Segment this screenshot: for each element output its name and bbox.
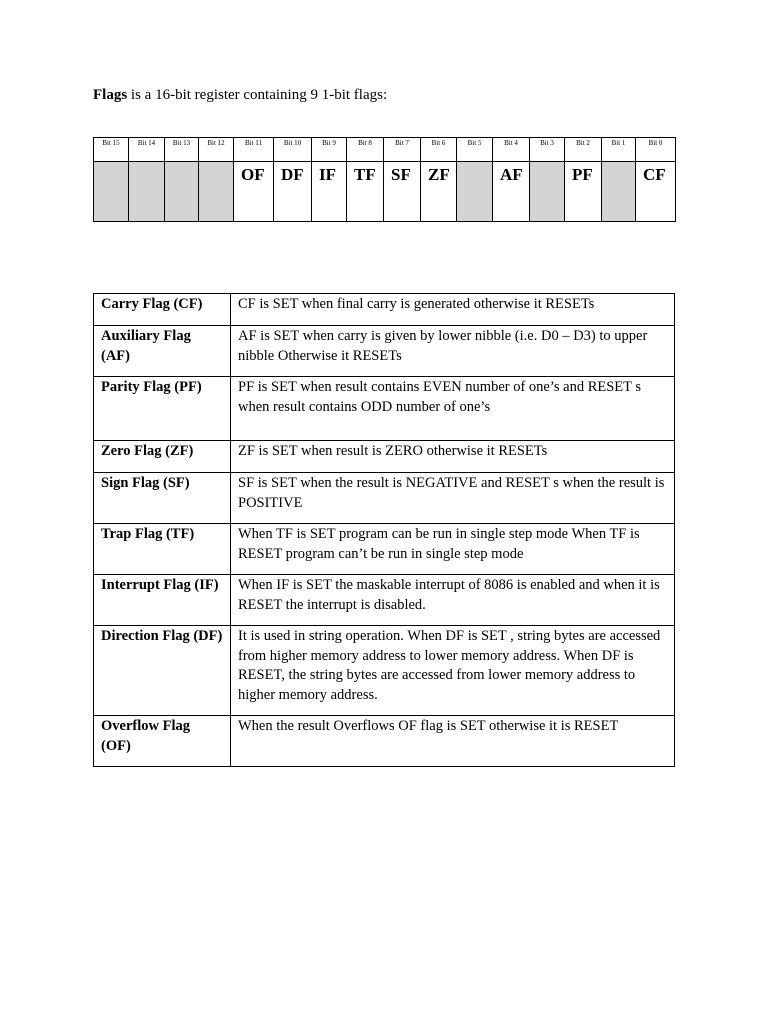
flag-cell-if: IF xyxy=(312,162,347,222)
bit-label: Bit 2 xyxy=(565,138,602,162)
table-row xyxy=(94,473,675,524)
intro-text: is a 16-bit register containing 9 1-bit flags: xyxy=(127,87,388,103)
reserved-bit-cell xyxy=(457,162,493,222)
flag-row xyxy=(94,162,676,222)
bit-label: Bit 9 xyxy=(312,138,347,162)
table-row xyxy=(94,294,675,326)
flag-description-table xyxy=(93,293,675,767)
flag-name: Direction Flag (DF) xyxy=(94,626,231,716)
bit-header-row xyxy=(94,138,676,162)
intro-bold-term: Flags xyxy=(93,87,128,103)
flag-name: Carry Flag (CF) xyxy=(94,294,231,326)
flag-description: When TF is SET program can be run in single step mode When TF is RESET program can’t be run in single step mode xyxy=(231,524,675,575)
flag-description: When the result Overflows OF flag is SET otherwise it is RESET xyxy=(231,716,675,767)
bit-label: Bit 14 xyxy=(129,138,165,162)
flag-name: Sign Flag (SF) xyxy=(94,473,231,524)
bit-label: Bit 1 xyxy=(602,138,636,162)
reserved-bit-cell xyxy=(129,162,165,222)
flag-description: PF is SET when result contains EVEN number of one’s and RESET s when result contains ODD number of one’s xyxy=(231,377,675,441)
table-row xyxy=(94,575,675,626)
flag-cell-cf: CF xyxy=(636,162,676,222)
bit-label: Bit 11 xyxy=(234,138,274,162)
table-row xyxy=(94,626,675,716)
flag-name: Overflow Flag (OF) xyxy=(94,716,231,767)
flag-name: Interrupt Flag (IF) xyxy=(94,575,231,626)
table-row xyxy=(94,524,675,575)
table-row xyxy=(94,326,675,377)
flag-cell-af: AF xyxy=(493,162,530,222)
flags-register-table xyxy=(93,137,676,222)
flag-cell-sf: SF xyxy=(384,162,421,222)
table-row xyxy=(94,441,675,473)
reserved-bit-cell xyxy=(165,162,199,222)
flag-cell-pf: PF xyxy=(565,162,602,222)
table-row xyxy=(94,377,675,441)
bit-label: Bit 8 xyxy=(347,138,384,162)
bit-label: Bit 12 xyxy=(199,138,234,162)
flag-description: When IF is SET the maskable interrupt of 8086 is enabled and when it is RESET the interrupt is disabled. xyxy=(231,575,675,626)
flag-cell-tf: TF xyxy=(347,162,384,222)
bit-label: Bit 0 xyxy=(636,138,676,162)
bit-label: Bit 5 xyxy=(457,138,493,162)
flag-name: Parity Flag (PF) xyxy=(94,377,231,441)
flag-description: SF is SET when the result is NEGATIVE and RESET s when the result is POSITIVE xyxy=(231,473,675,524)
bit-label: Bit 4 xyxy=(493,138,530,162)
bit-label: Bit 6 xyxy=(421,138,457,162)
flag-cell-df: DF xyxy=(274,162,312,222)
flag-name: Zero Flag (ZF) xyxy=(94,441,231,473)
reserved-bit-cell xyxy=(199,162,234,222)
flag-cell-of: OF xyxy=(234,162,274,222)
table-row xyxy=(94,716,675,767)
bit-label: Bit 13 xyxy=(165,138,199,162)
bit-label: Bit 7 xyxy=(384,138,421,162)
flag-description: ZF is SET when result is ZERO otherwise it RESETs xyxy=(231,441,675,473)
bit-label: Bit 15 xyxy=(94,138,129,162)
reserved-bit-cell xyxy=(530,162,565,222)
flag-name: Trap Flag (TF) xyxy=(94,524,231,575)
flag-description: AF is SET when carry is given by lower nibble (i.e. D0 – D3) to upper nibble Otherwise it RESETs xyxy=(231,326,675,377)
flag-description: CF is SET when final carry is generated otherwise it RESETs xyxy=(231,294,675,326)
flag-name: Auxiliary Flag (AF) xyxy=(94,326,231,377)
intro-sentence xyxy=(93,87,387,104)
flag-cell-zf: ZF xyxy=(421,162,457,222)
flag-description: It is used in string operation. When DF is SET , string bytes are accessed from higher memory address to lower memory address. When DF is RESET, the string bytes are accessed from lower memory address to higher memory address. xyxy=(231,626,675,716)
reserved-bit-cell xyxy=(602,162,636,222)
bit-label: Bit 3 xyxy=(530,138,565,162)
bit-label: Bit 10 xyxy=(274,138,312,162)
reserved-bit-cell xyxy=(94,162,129,222)
